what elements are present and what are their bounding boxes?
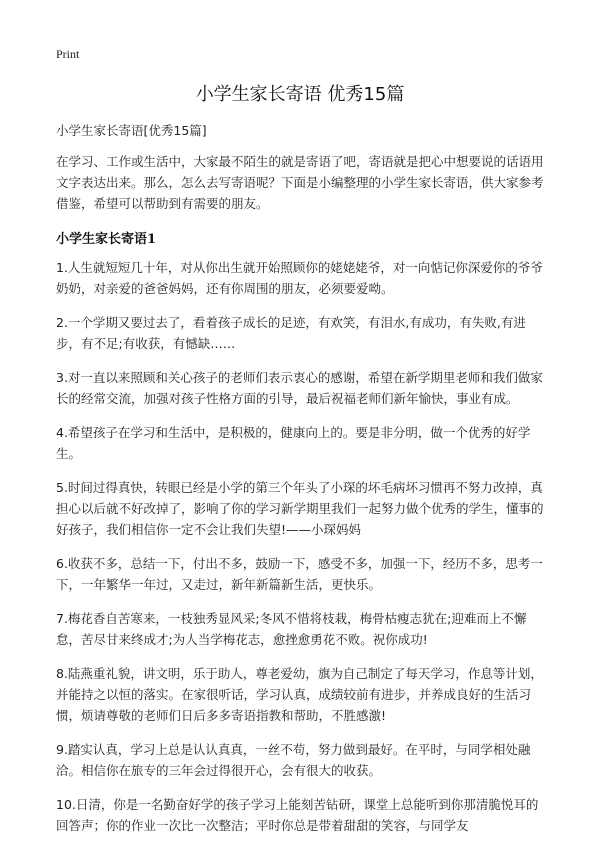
document-body [56,151,550,849]
section-heading: 小学生家长寄语1 [56,232,157,247]
intro-paragraph: 在学习、工作或生活中，大家最不陌生的就是寄语了吧，寄语就是把心中想要说的话语用文字表达出来。那么，怎么去写寄语呢？下面是小编整理的小学生家长寄语，供大家参考借鉴，希望可以帮助到有需要的朋友。 [56,154,544,211]
list-item: 10.日清，你是一名勤奋好学的孩子学习上能刻苦钻研，课堂上总能听到你那清脆悦耳的回答声；你的作业一次比一次整洁；平时你总是带着甜甜的笑容，与同学友 [56,797,539,833]
list-item: 7.梅花香自苦寒来，一枝独秀显风采;冬风不惜将枝栽，梅骨枯瘦志犹在;迎难而上不懈怠，苦尽甘来终成才;为人当学梅花志，愈挫愈勇花不败。祝你成功! [56,611,527,647]
document-subtitle: 小学生家长寄语[优秀15篇] [56,123,207,138]
list-item: 4.希望孩子在学习和生活中，是积极的，健康向上的。要是非分明，做一个优秀的好学生。 [56,425,531,461]
list-item: 1.人生就短短几十年，对从你出生就开始照顾你的姥姥姥爷，对一向惦记你深爱你的爷爷奶奶，对亲爱的爸爸妈妈，还有你周围的朋友，必须要爱呦。 [56,260,543,296]
list-item: 5.时间过得真快，转眼已经是小学的第三个年头了小琛的坏毛病坏习惯再不努力改掉，真担心以后就不好改掉了，影响了你的学习新学期里我们一起努力做个优秀的学生，懂事的好孩子，我们相信你一定不会让我们失望!——小琛妈妈 [56,480,544,537]
list-item: 9.踏实认真，学习上总是认认真真，一丝不苟，努力做到最好。在平时，与同学相处融洽。相信你在旅专的三年会过得很开心，会有很大的收获。 [56,742,531,778]
document-title: 小学生家长寄语 优秀15篇 [195,84,405,105]
print-label: Print [56,47,80,61]
list-item: 3.对一直以来照顾和关心孩子的老师们表示衷心的感谢，希望在新学期里老师和我们做家长的经常交流，加强对孩子性格方面的引导，最后祝福老师们新年愉快，事业有成。 [56,370,543,406]
list-item: 6.收获不多，总结一下，付出不多，鼓励一下，感受不多，加强一下，经历不多，思考一下，一年繁华一年过，又走过，新年新篇新生活，更快乐。 [56,556,543,592]
list-item: 2.一个学期又要过去了，看着孩子成长的足迹，有欢笑，有泪水,有成功，有失败,有进步，有不足;有收获，有憾缺…… [56,315,526,351]
list-item: 8.陆燕重礼貌，讲文明，乐于助人，尊老爱幼，旗为自己制定了每天学习，作息等计划，并能持之以恒的落实。在家很听话，学习认真，成绩较前有进步，并养成良好的生活习惯，烦请尊敬的老师们日后多多寄语指教和帮助，不胜感激! [56,666,543,723]
